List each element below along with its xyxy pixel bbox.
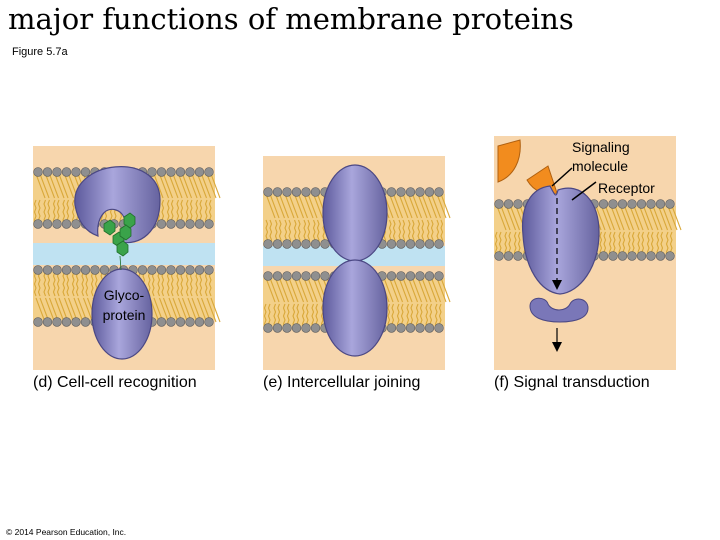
receptor-label: Receptor — [598, 180, 655, 196]
glycoprotein-label-line1: Glyco- — [103, 287, 145, 303]
lipid-head — [62, 318, 71, 327]
lipid-head — [416, 324, 425, 333]
lipid-head — [186, 220, 195, 229]
lipid-head — [609, 200, 618, 209]
signaling-molecule-label-line2: molecule — [572, 158, 629, 174]
lipid-head — [43, 168, 52, 177]
panel-e-caption: (e) Intercellular joining — [263, 374, 421, 391]
lipid-head — [195, 266, 204, 275]
lipid-head — [321, 240, 330, 249]
lipid-head — [62, 220, 71, 229]
figure-label: Figure 5.7a — [12, 46, 68, 58]
lipid-head — [311, 324, 320, 333]
lipid-head — [387, 188, 396, 197]
lipid-head — [514, 200, 523, 209]
lipid-head — [81, 168, 90, 177]
lipid-head — [43, 318, 52, 327]
lipid-head — [425, 188, 434, 197]
signaling-molecule-label-line1: Signaling — [572, 139, 630, 155]
lipid-head — [205, 220, 214, 229]
lipid-head — [81, 318, 90, 327]
junction-protein-bottom — [323, 260, 387, 356]
copyright-notice: © 2014 Pearson Education, Inc. — [6, 527, 127, 537]
lipid-head — [167, 266, 176, 275]
lipid-head — [34, 266, 43, 275]
lipid-head — [311, 240, 320, 249]
lipid-head — [205, 168, 214, 177]
lipid-head — [205, 318, 214, 327]
lipid-head — [666, 252, 675, 261]
lipid-head — [397, 324, 406, 333]
lipid-head — [167, 168, 176, 177]
lipid-head — [176, 168, 185, 177]
lipid-head — [148, 266, 157, 275]
lipid-head — [637, 200, 646, 209]
lipid-head — [609, 252, 618, 261]
lipid-head — [283, 272, 292, 281]
lipid-head — [186, 168, 195, 177]
lipid-head — [264, 240, 273, 249]
glycoprotein-label-line2: protein — [102, 307, 146, 323]
lipid-head — [311, 272, 320, 281]
lipid-head — [406, 272, 415, 281]
lipid-head — [53, 318, 62, 327]
lipid-head — [425, 272, 434, 281]
lipid-head — [273, 324, 282, 333]
lipid-head — [628, 200, 637, 209]
lipid-head — [91, 266, 100, 275]
lipid-head — [292, 272, 301, 281]
page-title: major functions of membrane proteins — [8, 2, 574, 36]
lipid-head — [416, 272, 425, 281]
lipid-head — [167, 318, 176, 327]
lipid-head — [273, 188, 282, 197]
lipid-head — [495, 200, 504, 209]
lipid-head — [53, 168, 62, 177]
lipid-head — [34, 318, 43, 327]
lipid-head — [205, 266, 214, 275]
lipid-head — [264, 272, 273, 281]
lipid-head — [647, 252, 656, 261]
lipid-head — [425, 324, 434, 333]
lipid-head — [72, 318, 81, 327]
lipid-head — [100, 266, 109, 275]
lipid-head — [302, 272, 311, 281]
lipid-head — [292, 240, 301, 249]
lipid-head — [618, 200, 627, 209]
lipid-head — [628, 252, 637, 261]
lipid-head — [435, 188, 444, 197]
lipid-head — [292, 324, 301, 333]
lipid-head — [435, 240, 444, 249]
lipid-head — [157, 266, 166, 275]
panel-d-caption: (d) Cell-cell recognition — [33, 374, 197, 391]
lipid-head — [321, 272, 330, 281]
lipid-head — [186, 318, 195, 327]
lipid-head — [138, 266, 147, 275]
lipid-head — [72, 266, 81, 275]
panel-f-signal-transduction — [494, 136, 681, 370]
lipid-head — [53, 220, 62, 229]
lipid-head — [416, 240, 425, 249]
lipid-head — [176, 220, 185, 229]
lipid-head — [656, 252, 665, 261]
lipid-head — [666, 200, 675, 209]
lipid-head — [311, 188, 320, 197]
lipid-head — [599, 200, 608, 209]
lipid-head — [283, 240, 292, 249]
lipid-head — [387, 324, 396, 333]
lipid-head — [637, 252, 646, 261]
lipid-head — [43, 266, 52, 275]
lipid-head — [302, 240, 311, 249]
lipid-head — [195, 168, 204, 177]
lipid-head — [273, 240, 282, 249]
lipid-head — [618, 252, 627, 261]
lipid-head — [397, 240, 406, 249]
lipid-head — [167, 220, 176, 229]
lipid-head — [495, 252, 504, 261]
lipid-head — [157, 318, 166, 327]
lipid-head — [504, 252, 513, 261]
lipid-head — [264, 324, 273, 333]
lipid-head — [302, 324, 311, 333]
lipid-head — [416, 188, 425, 197]
panel-f-caption: (f) Signal transduction — [494, 374, 650, 391]
lipid-head — [157, 220, 166, 229]
lipid-head — [425, 240, 434, 249]
lipid-head — [302, 188, 311, 197]
lipid-head — [406, 240, 415, 249]
lipid-head — [264, 188, 273, 197]
lipid-head — [397, 272, 406, 281]
lipid-head — [283, 324, 292, 333]
lipid-head — [62, 266, 71, 275]
lipid-head — [406, 188, 415, 197]
lipid-head — [195, 318, 204, 327]
lipid-head — [176, 266, 185, 275]
lipid-head — [435, 324, 444, 333]
lipid-head — [62, 168, 71, 177]
lipid-head — [157, 168, 166, 177]
panel-e-intercellular-joining — [263, 156, 450, 370]
lipid-head — [435, 272, 444, 281]
lipid-head — [34, 220, 43, 229]
lipid-head — [186, 266, 195, 275]
lipid-head — [195, 220, 204, 229]
lipid-head — [72, 168, 81, 177]
lipid-head — [292, 188, 301, 197]
lipid-head — [397, 188, 406, 197]
junction-protein-top — [323, 165, 387, 261]
panel-d-cell-recognition — [33, 146, 220, 370]
lipid-head — [81, 266, 90, 275]
lipid-head — [387, 240, 396, 249]
lipid-head — [72, 220, 81, 229]
lipid-head — [514, 252, 523, 261]
lipid-head — [43, 220, 52, 229]
lipid-head — [387, 272, 396, 281]
lipid-head — [283, 188, 292, 197]
lipid-head — [647, 200, 656, 209]
lipid-head — [504, 200, 513, 209]
lipid-head — [176, 318, 185, 327]
lipid-head — [656, 200, 665, 209]
lipid-head — [599, 252, 608, 261]
lipid-head — [273, 272, 282, 281]
lipid-head — [34, 168, 43, 177]
lipid-head — [406, 324, 415, 333]
lipid-head — [53, 266, 62, 275]
